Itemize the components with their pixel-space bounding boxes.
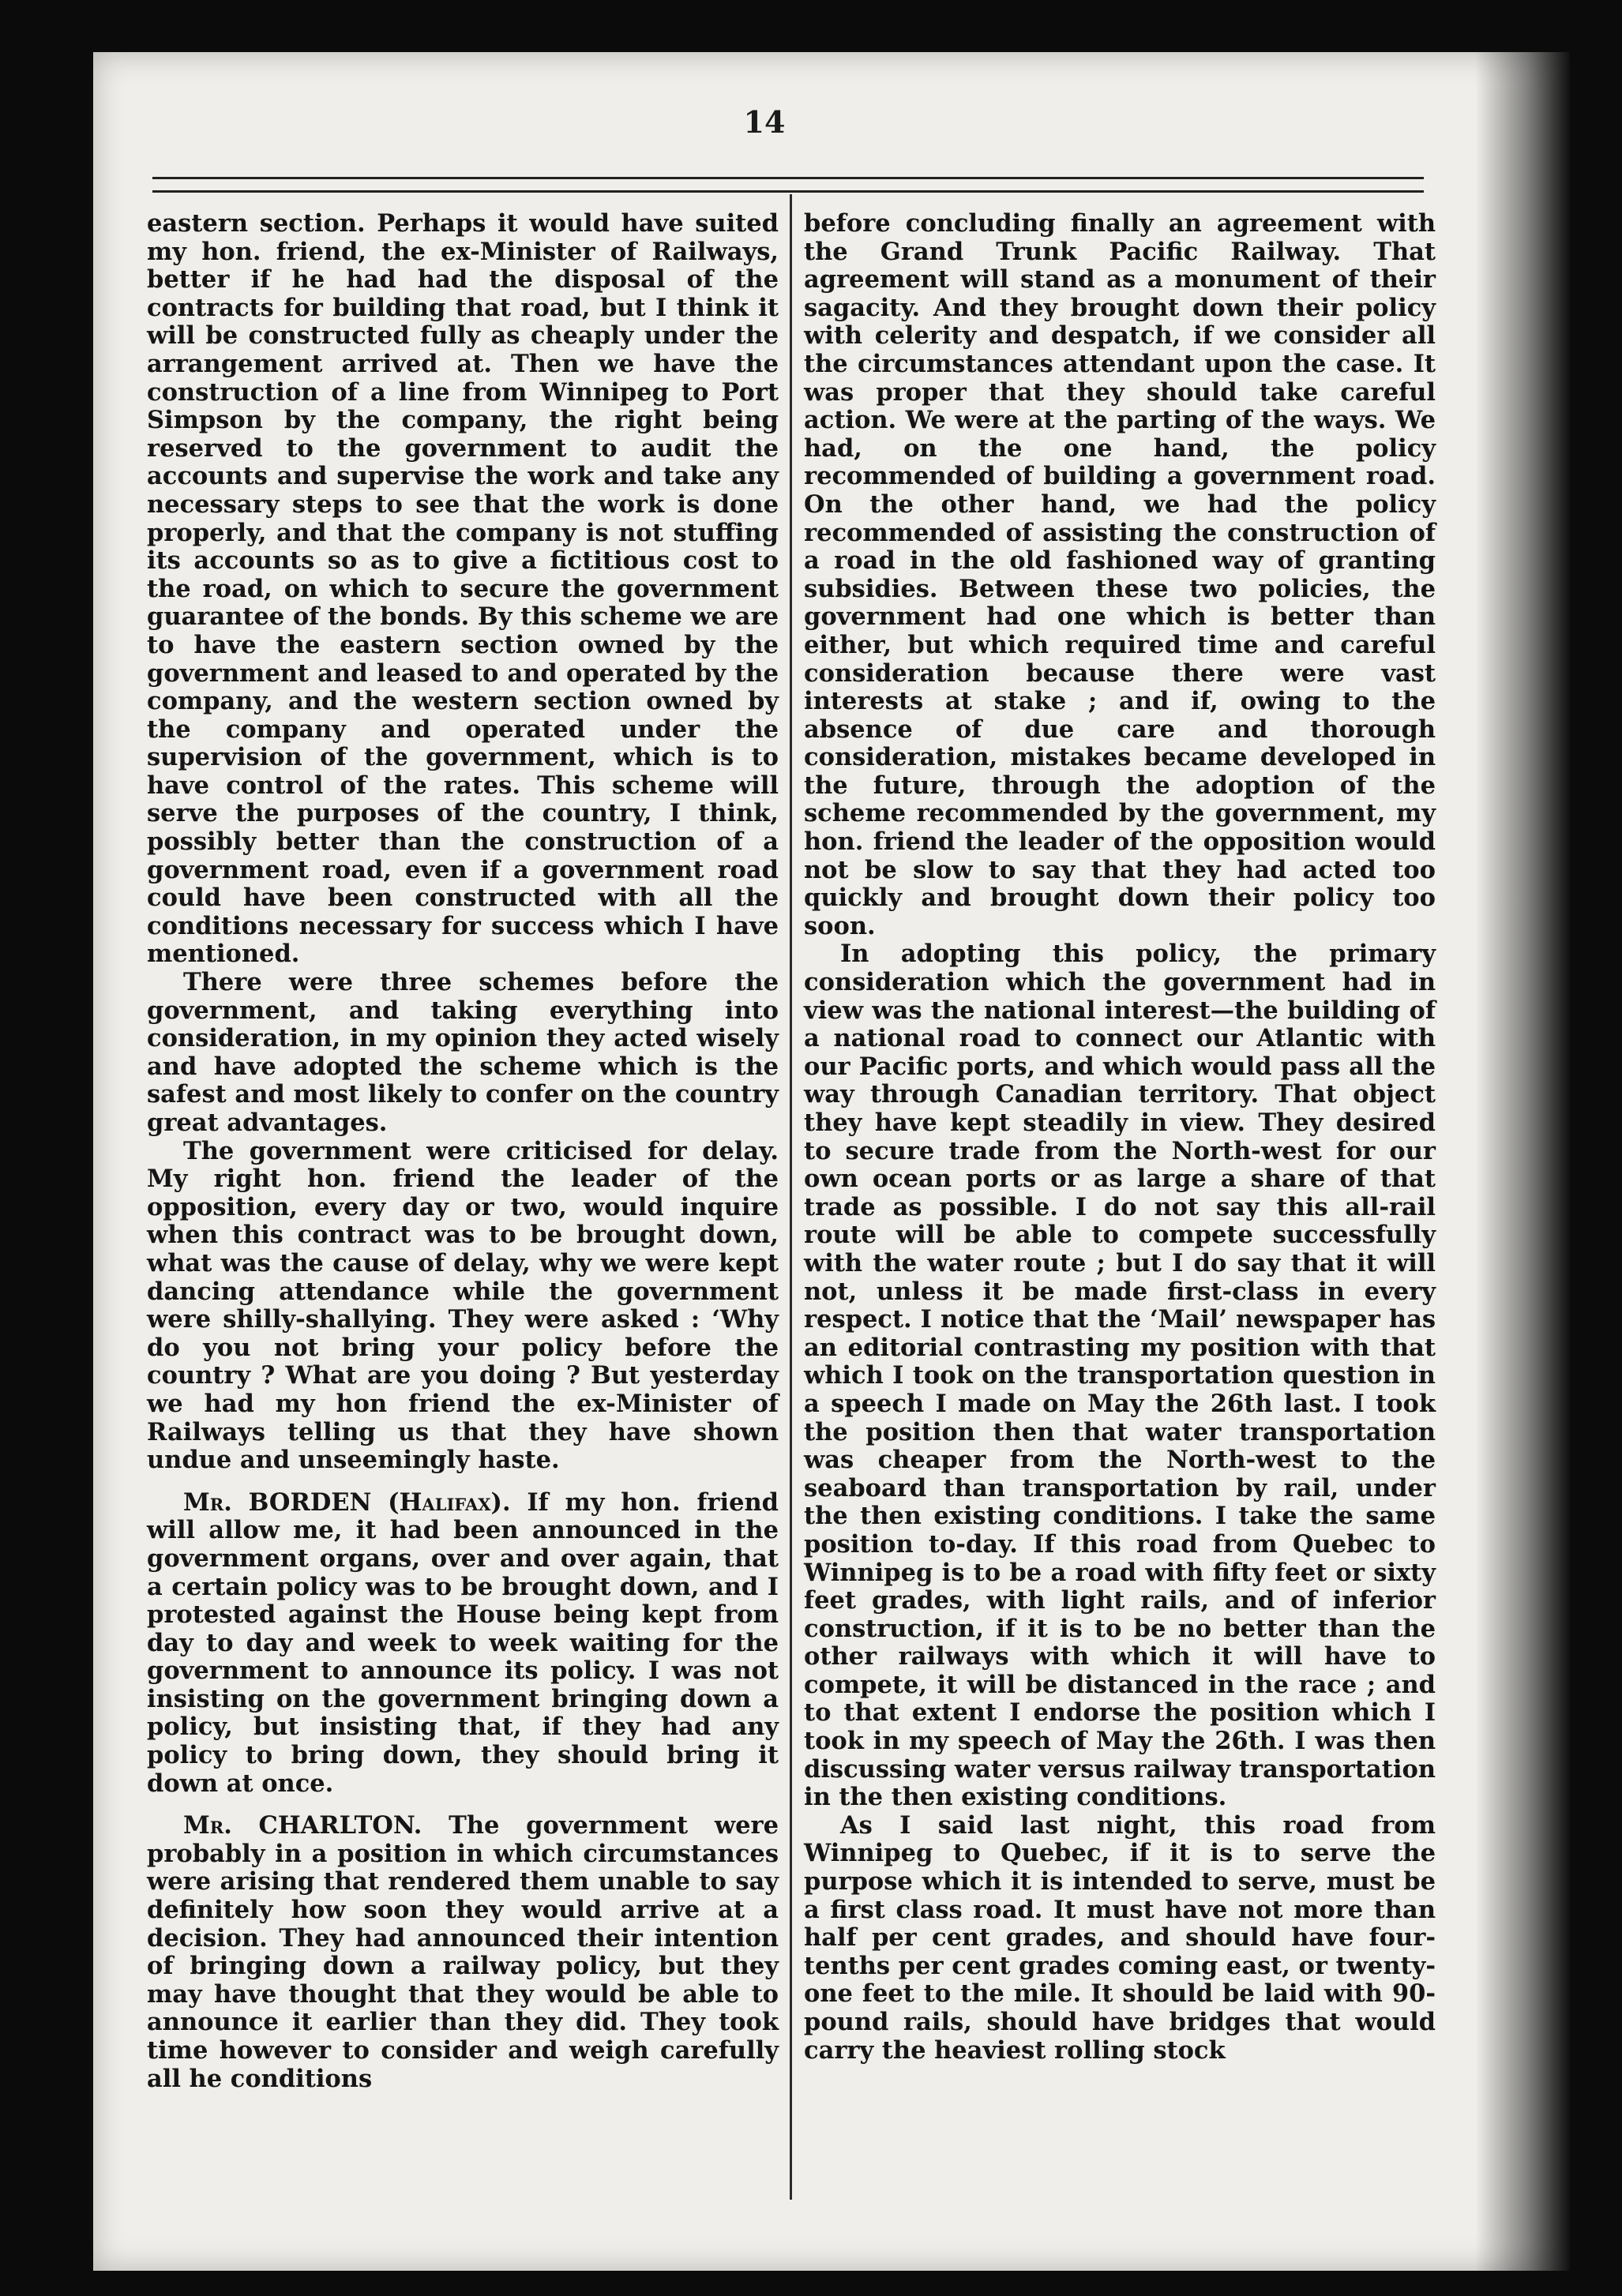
page-edge-shadow xyxy=(1475,52,1570,2271)
paragraph: There were three schemes before the government, and taking everything into consideration, in my opinion they acted wisely and have adopted the scheme which is the safest and most likely to confer on the country great advantages. xyxy=(147,968,779,1137)
speech-paragraph xyxy=(147,1489,779,1799)
speech-text: The government were probably in a position in which circumstances were arising that rendered them unable to say definitely how soon they would arrive at a decision. They had announced their intention of bringing down a railway policy, but they may have thought that they would be able to announce it earlier than they did. They took time however to consider and weigh carefully all he conditions xyxy=(147,1811,779,2093)
paragraph: eastern section. Perhaps it would have suited my hon. friend, the ex-Minister of Railways, better if he had had the disposal of the contracts for building that road, but I think it will be constructed fully as cheaply under the arrangement arrived at. Then we have the construction of a line from Winnipeg to Port Simpson by the company, the right being reserved to the government to audit the accounts and supervise the work and take any necessary steps to see that the work is done properly, and that the company is not stuffing its accounts so as to give a fictitious cost to the road, on which to secure the government guarantee of the bonds. By this scheme we are to have the eastern section owned by the government and leased to and operated by the company, and the western section owned by the company and operated under the supervision of the government, which is to have control of the rates. This scheme will serve the purposes of the country, I think, possibly better than the construction of a government road, even if a government road could have been constructed with all the conditions necessary for success which I have mentioned. xyxy=(147,209,779,969)
page-number: 14 xyxy=(743,104,786,140)
column-divider xyxy=(790,194,792,2200)
header-rule xyxy=(152,177,1424,193)
speaker-name: Mr. BORDEN (Halifax). xyxy=(183,1488,511,1517)
paragraph: In adopting this policy, the primary consideration which the government had in view was the national interest—the building of a national road to connect our Atlantic with our Pacific ports, and which would pass all the way through Canadian territory. That object they have kept steadily in view. They desired to secure trade from the North-west for our own ocean ports or as large a share of that trade as possible. I do not say this all-rail route will be able to compete successfully with the water route ; but I do say that it will not, unless it be made first-class in every respect. I notice that the ‘Mail’ newspaper has an editorial contrasting my position with that which I took on the transportation question in a speech I made on May the 26th last. I took the position then that water transportation was cheaper from the North-west to the seaboard than transportation by rail, under the then existing conditions. I take the same position to-day. If this road from Quebec to Winnipeg is to be a road with fifty feet or sixty feet grades, with light rails, and of inferior construction, if it is to be no better than the other railways with which it will have to compete, it will be distanced in the race ; and to that extent I endorse the position which I took in my speech of May the 26th. I was then discussing water versus railway transportation in the then existing conditions. xyxy=(804,940,1436,1812)
left-column xyxy=(147,210,779,2093)
paragraph: The government were criticised for delay. My right hon. friend the leader of the opposition, every day or two, would inquire when this contract was to be brought down, what was the cause of delay, why we were kept dancing attendance while the government were shilly-shallying. They were asked : ‘Why do you not bring your policy before the country ? What are you doing ? But yesterday we had my hon friend the ex-Minister of Railways telling us that they have shown undue and unseemingly haste. xyxy=(147,1136,779,1475)
newspaper-page xyxy=(93,52,1570,2271)
speech-paragraph xyxy=(147,1812,779,2093)
speech-text: If my hon. friend will allow me, it had been announced in the government organs, over and over again, that a certain policy was to be brought down, and I protested against the House being kept from day to day and week to week waiting for the government to announce its policy. I was not insisting on the government bringing down a policy, but insisting that, if they had any policy to bring down, they should bring it down at once. xyxy=(147,1488,779,1798)
paragraph: before concluding finally an agreement with the Grand Trunk Pacific Railway. That agreement will stand as a monument of their sagacity. And they brought down their policy with celerity and despatch, if we consider all the circumstances attendant upon the case. It was proper that they should take careful action. We were at the parting of the ways. We had, on the one hand, the policy recommended of building a government road. On the other hand, we had the policy recommended of assisting the construction of a road in the old fashioned way of granting subsidies. Between these two policies, the government had one which is better than either, but which required time and careful consideration because there were vast interests at stake ; and if, owing to the absence of due care and thorough consideration, mistakes became developed in the future, through the adoption of the scheme recommended by the government, my hon. friend the leader of the opposition would not be slow to say that they had acted too quickly and brought down their policy too soon. xyxy=(804,209,1436,940)
paragraph: As I said last night, this road from Winnipeg to Quebec, if it is to serve the purpose which it is intended to serve, must be a first class road. It must have not more than half per cent grades, and should have four-tenths per cent grades coming east, or twenty-one feet to the mile. It should be laid with 90-pound rails, should have bridges that would carry the heaviest rolling stock xyxy=(804,1810,1436,2065)
speaker-name: Mr. CHARLTON. xyxy=(183,1811,422,1840)
right-column xyxy=(804,210,1436,2065)
